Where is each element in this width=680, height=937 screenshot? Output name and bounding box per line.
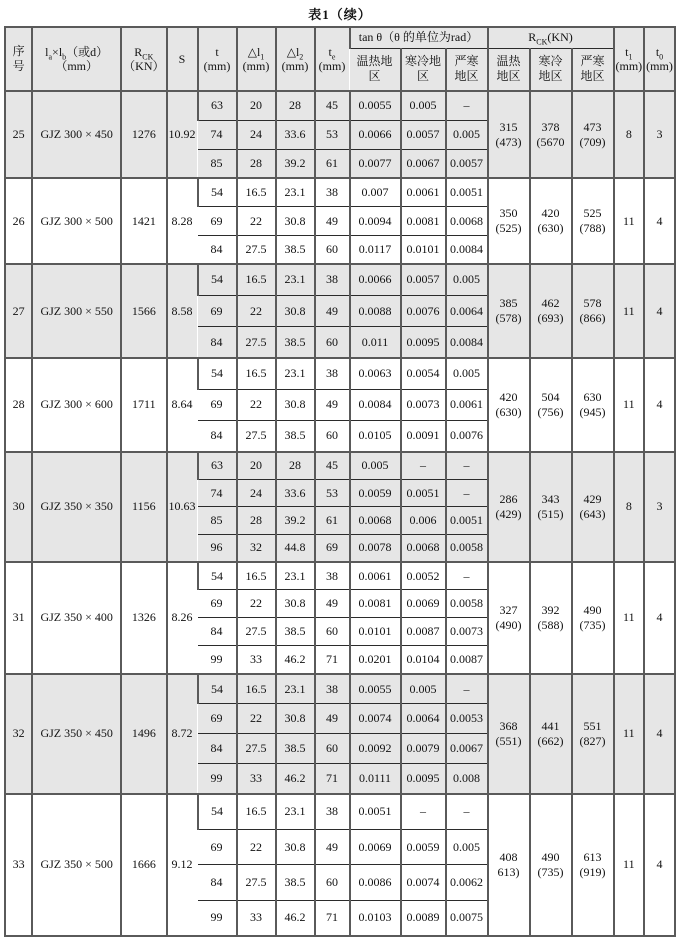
rck-region-wenre: 420 (630): [488, 358, 530, 452]
tan-wenre-value: 0.0063: [350, 358, 401, 389]
spec-name: GJZ 300 × 600: [32, 358, 121, 452]
t-value: 63: [198, 452, 237, 480]
rck-value: 1566: [121, 264, 166, 358]
rck-region-hanleng: 462 (693): [530, 264, 572, 358]
t-value: 99: [198, 646, 237, 674]
tan-yanhan-value: 0.0064: [446, 295, 488, 326]
te-value: 53: [315, 479, 350, 507]
delta-l2-value: 28: [276, 452, 315, 480]
delta-l1-value: 28: [237, 149, 276, 178]
delta-l1-value: 22: [237, 295, 276, 326]
rck-region-wenre: 350 (525): [488, 178, 530, 264]
delta-l2-value: 33.6: [276, 120, 315, 149]
tan-hanleng-value: 0.0054: [401, 358, 446, 389]
delta-l2-value: 44.8: [276, 534, 315, 562]
tan-wenre-value: 0.0201: [350, 646, 401, 674]
rck-region-wenre: 315 (473): [488, 91, 530, 178]
delta-l2-value: 23.1: [276, 178, 315, 207]
delta-l1-value: 33: [237, 764, 276, 794]
delta-l2-value: 38.5: [276, 618, 315, 646]
t-value: 54: [198, 358, 237, 389]
tan-hanleng-value: 0.0087: [401, 618, 446, 646]
tan-yanhan-value: –: [446, 479, 488, 507]
tan-wenre-value: 0.0103: [350, 900, 401, 936]
delta-l2-value: 38.5: [276, 327, 315, 358]
delta-l1-value: 33: [237, 646, 276, 674]
tan-hanleng-value: 0.006: [401, 507, 446, 535]
header-tan-region-yanhan: 严寒地区: [446, 48, 488, 91]
spec-name: GJZ 350 × 450: [32, 674, 121, 794]
tan-yanhan-value: 0.0051: [446, 507, 488, 535]
tan-yanhan-value: 0.0068: [446, 207, 488, 236]
tan-wenre-value: 0.0074: [350, 704, 401, 734]
tan-hanleng-value: 0.005: [401, 91, 446, 120]
rck-region-yanhan: 578 (866): [572, 264, 614, 358]
s-value: 8.72: [167, 674, 198, 794]
te-value: 49: [315, 389, 350, 420]
s-value: 9.12: [167, 794, 198, 936]
te-value: 49: [315, 295, 350, 326]
rck-region-yanhan: 551 (827): [572, 674, 614, 794]
te-value: 71: [315, 900, 350, 936]
t-value: 69: [198, 829, 237, 865]
delta-l2-value: 23.1: [276, 794, 315, 830]
tan-wenre-value: 0.0066: [350, 120, 401, 149]
tan-hanleng-value: 0.0095: [401, 327, 446, 358]
t-value: 54: [198, 178, 237, 207]
tan-wenre-value: 0.0086: [350, 865, 401, 901]
tan-hanleng-value: 0.0057: [401, 120, 446, 149]
tan-hanleng-value: 0.0064: [401, 704, 446, 734]
header-rck-region-wenre: 温热地区: [488, 48, 530, 91]
delta-l1-value: 20: [237, 91, 276, 120]
delta-l1-value: 16.5: [237, 358, 276, 389]
tan-yanhan-value: 0.0076: [446, 421, 488, 452]
s-value: 10.92: [167, 91, 198, 178]
header-rck-region-hanleng: 寒冷地区: [530, 48, 572, 91]
delta-l1-value: 27.5: [237, 235, 276, 264]
tan-wenre-value: 0.0111: [350, 764, 401, 794]
t-value: 84: [198, 235, 237, 264]
delta-l2-value: 38.5: [276, 734, 315, 764]
tan-hanleng-value: 0.0081: [401, 207, 446, 236]
tan-yanhan-value: 0.005: [446, 120, 488, 149]
header-spec: $l_a\times l_b$（或d） （mm）: [32, 27, 121, 91]
tan-yanhan-value: 0.0062: [446, 865, 488, 901]
tan-yanhan-value: –: [446, 562, 488, 590]
delta-l2-value: 28: [276, 91, 315, 120]
t0-value: 4: [644, 794, 675, 936]
t-value: 99: [198, 900, 237, 936]
tan-wenre-value: 0.0094: [350, 207, 401, 236]
t-value: 69: [198, 207, 237, 236]
t-value: 63: [198, 91, 237, 120]
te-value: 49: [315, 207, 350, 236]
s-value: 8.28: [167, 178, 198, 264]
t-value: 69: [198, 389, 237, 420]
row-number: 32: [5, 674, 32, 794]
rck-region-hanleng: 504 (756): [530, 358, 572, 452]
tan-yanhan-value: 0.0061: [446, 389, 488, 420]
tan-wenre-value: 0.0068: [350, 507, 401, 535]
tan-yanhan-value: 0.005: [446, 358, 488, 389]
rck-value: 1276: [121, 91, 166, 178]
header-t1: $t_1$ (mm): [614, 27, 645, 91]
rck-value: 1326: [121, 562, 166, 674]
tan-hanleng-value: 0.0073: [401, 389, 446, 420]
delta-l1-value: 27.5: [237, 865, 276, 901]
tan-hanleng-value: 0.0061: [401, 178, 446, 207]
delta-l1-value: 16.5: [237, 562, 276, 590]
rck-region-wenre: 327 (490): [488, 562, 530, 674]
t-value: 54: [198, 674, 237, 704]
te-value: 38: [315, 794, 350, 830]
t0-value: 3: [644, 91, 675, 178]
delta-l1-value: 16.5: [237, 178, 276, 207]
delta-l2-value: 30.8: [276, 295, 315, 326]
delta-l1-value: 16.5: [237, 674, 276, 704]
tan-yanhan-value: 0.0053: [446, 704, 488, 734]
te-value: 53: [315, 120, 350, 149]
delta-l2-value: 30.8: [276, 829, 315, 865]
tan-yanhan-value: 0.0073: [446, 618, 488, 646]
delta-l1-value: 22: [237, 829, 276, 865]
t1-value: 11: [614, 358, 645, 452]
tan-hanleng-value: 0.0104: [401, 646, 446, 674]
tan-wenre-value: 0.0105: [350, 421, 401, 452]
delta-l2-value: 38.5: [276, 421, 315, 452]
t-value: 84: [198, 421, 237, 452]
header-tan-theta-span: tan θ（θ 的单位为rad）: [350, 27, 488, 48]
header-tan-region-wenre: 温热地区: [350, 48, 401, 91]
delta-l2-value: 38.5: [276, 235, 315, 264]
t1-value: 11: [614, 794, 645, 936]
t1-value: 8: [614, 91, 645, 178]
tan-wenre-value: 0.0061: [350, 562, 401, 590]
t0-value: 3: [644, 452, 675, 562]
te-value: 38: [315, 674, 350, 704]
delta-l1-value: 16.5: [237, 264, 276, 295]
delta-l2-value: 30.8: [276, 207, 315, 236]
header-tan-region-hanleng: 寒冷地区: [401, 48, 446, 91]
te-value: 60: [315, 327, 350, 358]
delta-l1-value: 28: [237, 507, 276, 535]
delta-l1-value: 33: [237, 900, 276, 936]
tan-yanhan-value: –: [446, 674, 488, 704]
delta-l1-value: 22: [237, 704, 276, 734]
delta-l2-value: 46.2: [276, 646, 315, 674]
te-value: 61: [315, 149, 350, 178]
t-value: 85: [198, 507, 237, 535]
tan-yanhan-value: 0.008: [446, 764, 488, 794]
rck-region-yanhan: 525 (788): [572, 178, 614, 264]
t-value: 54: [198, 264, 237, 295]
tan-yanhan-value: 0.0051: [446, 178, 488, 207]
delta-l1-value: 27.5: [237, 421, 276, 452]
row-number: 30: [5, 452, 32, 562]
t0-value: 4: [644, 264, 675, 358]
rck-value: 1421: [121, 178, 166, 264]
delta-l2-value: 33.6: [276, 479, 315, 507]
delta-l1-value: 27.5: [237, 618, 276, 646]
tan-yanhan-value: 0.0058: [446, 590, 488, 618]
delta-l1-value: 24: [237, 120, 276, 149]
delta-l2-value: 30.8: [276, 590, 315, 618]
tan-yanhan-value: 0.0075: [446, 900, 488, 936]
t0-value: 4: [644, 178, 675, 264]
t-value: 54: [198, 562, 237, 590]
spec-name: GJZ 350 × 500: [32, 794, 121, 936]
spec-name: GJZ 300 × 500: [32, 178, 121, 264]
t-value: 84: [198, 865, 237, 901]
tan-hanleng-value: 0.0057: [401, 264, 446, 295]
t-value: 96: [198, 534, 237, 562]
t-value: 85: [198, 149, 237, 178]
rck-region-hanleng: 378 (5670: [530, 91, 572, 178]
tan-wenre-value: 0.0055: [350, 674, 401, 704]
tan-wenre-value: 0.0051: [350, 794, 401, 830]
row-number: 31: [5, 562, 32, 674]
rck-value: 1156: [121, 452, 166, 562]
tan-yanhan-value: 0.0084: [446, 327, 488, 358]
header-rck-region-yanhan: 严寒地区: [572, 48, 614, 91]
tan-yanhan-value: –: [446, 452, 488, 480]
delta-l1-value: 16.5: [237, 794, 276, 830]
tan-hanleng-value: –: [401, 794, 446, 830]
te-value: 49: [315, 829, 350, 865]
rck-value: 1496: [121, 674, 166, 794]
t1-value: 11: [614, 562, 645, 674]
delta-l1-value: 24: [237, 479, 276, 507]
t0-value: 4: [644, 358, 675, 452]
te-value: 69: [315, 534, 350, 562]
s-value: 10.63: [167, 452, 198, 562]
te-value: 49: [315, 590, 350, 618]
tan-wenre-value: 0.0069: [350, 829, 401, 865]
delta-l2-value: 30.8: [276, 704, 315, 734]
tan-hanleng-value: 0.0052: [401, 562, 446, 590]
delta-l1-value: 22: [237, 389, 276, 420]
t1-value: 11: [614, 178, 645, 264]
delta-l2-value: 46.2: [276, 764, 315, 794]
spec-name: GJZ 350 × 400: [32, 562, 121, 674]
spec-table: [4, 26, 676, 937]
tan-hanleng-value: 0.0069: [401, 590, 446, 618]
delta-l2-value: 23.1: [276, 358, 315, 389]
rck-region-wenre: 408 613): [488, 794, 530, 936]
t1-value: 11: [614, 674, 645, 794]
rck-region-hanleng: 490 (735): [530, 794, 572, 936]
t1-value: 8: [614, 452, 645, 562]
tan-wenre-value: 0.0055: [350, 91, 401, 120]
row-number: 26: [5, 178, 32, 264]
header-t0: $t_0$ (mm): [644, 27, 675, 91]
rck-region-hanleng: 392 (588): [530, 562, 572, 674]
te-value: 45: [315, 452, 350, 480]
te-value: 38: [315, 358, 350, 389]
t-value: 74: [198, 120, 237, 149]
te-value: 45: [315, 91, 350, 120]
rck-region-hanleng: 441 (662): [530, 674, 572, 794]
tan-hanleng-value: 0.0095: [401, 764, 446, 794]
header-t: t (mm): [198, 27, 237, 91]
delta-l1-value: 27.5: [237, 327, 276, 358]
header-rck: $R_{CK}$ （KN）: [121, 27, 166, 91]
rck-region-wenre: 368 (551): [488, 674, 530, 794]
tan-yanhan-value: 0.0084: [446, 235, 488, 264]
te-value: 49: [315, 704, 350, 734]
te-value: 38: [315, 562, 350, 590]
tan-wenre-value: 0.011: [350, 327, 401, 358]
delta-l1-value: 32: [237, 534, 276, 562]
rck-region-yanhan: 613 (919): [572, 794, 614, 936]
rck-region-wenre: 385 (578): [488, 264, 530, 358]
delta-l2-value: 30.8: [276, 389, 315, 420]
tan-yanhan-value: 0.005: [446, 264, 488, 295]
tan-hanleng-value: –: [401, 452, 446, 480]
t1-value: 11: [614, 264, 645, 358]
tan-hanleng-value: 0.0079: [401, 734, 446, 764]
tan-wenre-value: 0.0081: [350, 590, 401, 618]
spec-name: GJZ 300 × 550: [32, 264, 121, 358]
tan-wenre-value: 0.0078: [350, 534, 401, 562]
tan-yanhan-value: 0.0058: [446, 534, 488, 562]
rck-region-hanleng: 343 (515): [530, 452, 572, 562]
t0-value: 4: [644, 674, 675, 794]
tan-hanleng-value: 0.0059: [401, 829, 446, 865]
delta-l2-value: 39.2: [276, 149, 315, 178]
te-value: 60: [315, 421, 350, 452]
rck-region-yanhan: 429 (643): [572, 452, 614, 562]
rck-value: 1666: [121, 794, 166, 936]
t-value: 54: [198, 794, 237, 830]
tan-yanhan-value: 0.0087: [446, 646, 488, 674]
t-value: 69: [198, 704, 237, 734]
te-value: 38: [315, 264, 350, 295]
te-value: 38: [315, 178, 350, 207]
spec-name: GJZ 350 × 350: [32, 452, 121, 562]
tan-wenre-value: 0.005: [350, 452, 401, 480]
te-value: 60: [315, 618, 350, 646]
table-header: [5, 27, 675, 91]
delta-l1-value: 27.5: [237, 734, 276, 764]
tan-hanleng-value: 0.0074: [401, 865, 446, 901]
tan-wenre-value: 0.0066: [350, 264, 401, 295]
te-value: 71: [315, 764, 350, 794]
row-number: 27: [5, 264, 32, 358]
te-value: 71: [315, 646, 350, 674]
t0-value: 4: [644, 562, 675, 674]
te-value: 60: [315, 235, 350, 264]
tan-hanleng-value: 0.0101: [401, 235, 446, 264]
t-value: 69: [198, 295, 237, 326]
rck-value: 1711: [121, 358, 166, 452]
te-value: 61: [315, 507, 350, 535]
t-value: 69: [198, 590, 237, 618]
tan-wenre-value: 0.0117: [350, 235, 401, 264]
tan-wenre-value: 0.0092: [350, 734, 401, 764]
header-delta-l1: $\triangle l_1$ (mm): [237, 27, 276, 91]
row-number: 33: [5, 794, 32, 936]
header-s: S: [167, 27, 198, 91]
t-value: 84: [198, 734, 237, 764]
tan-hanleng-value: 0.0068: [401, 534, 446, 562]
tan-hanleng-value: 0.005: [401, 674, 446, 704]
t-value: 99: [198, 764, 237, 794]
tan-hanleng-value: 0.0067: [401, 149, 446, 178]
t-value: 84: [198, 327, 237, 358]
tan-yanhan-value: 0.0057: [446, 149, 488, 178]
header-te: $t_e$ (mm): [315, 27, 350, 91]
s-value: 8.26: [167, 562, 198, 674]
delta-l2-value: 38.5: [276, 865, 315, 901]
tan-yanhan-value: 0.005: [446, 829, 488, 865]
delta-l2-value: 23.1: [276, 674, 315, 704]
delta-l2-value: 46.2: [276, 900, 315, 936]
tan-wenre-value: 0.0084: [350, 389, 401, 420]
delta-l1-value: 22: [237, 590, 276, 618]
tan-wenre-value: 0.0059: [350, 479, 401, 507]
tan-hanleng-value: 0.0076: [401, 295, 446, 326]
tan-wenre-value: 0.0077: [350, 149, 401, 178]
delta-l2-value: 23.1: [276, 264, 315, 295]
tan-wenre-value: 0.0088: [350, 295, 401, 326]
table-body: [5, 91, 675, 936]
spec-name: GJZ 300 × 450: [32, 91, 121, 178]
te-value: 60: [315, 734, 350, 764]
tan-yanhan-value: –: [446, 794, 488, 830]
rck-region-hanleng: 420 (630): [530, 178, 572, 264]
s-value: 8.64: [167, 358, 198, 452]
delta-l2-value: 39.2: [276, 507, 315, 535]
te-value: 60: [315, 865, 350, 901]
tan-yanhan-value: 0.0067: [446, 734, 488, 764]
header-rck-kn-span: $R_{CK}(KN)$: [488, 27, 614, 48]
rck-region-yanhan: 473 (709): [572, 91, 614, 178]
delta-l1-value: 22: [237, 207, 276, 236]
t-value: 74: [198, 479, 237, 507]
tan-hanleng-value: 0.0051: [401, 479, 446, 507]
tan-hanleng-value: 0.0089: [401, 900, 446, 936]
rck-region-wenre: 286 (429): [488, 452, 530, 562]
row-number: 25: [5, 91, 32, 178]
row-number: 28: [5, 358, 32, 452]
header-xuhao: 序号: [5, 27, 32, 91]
tan-yanhan-value: –: [446, 91, 488, 120]
header-delta-l2: $\triangle l_2$ (mm): [276, 27, 315, 91]
tan-wenre-value: 0.0101: [350, 618, 401, 646]
s-value: 8.58: [167, 264, 198, 358]
table-title: 表1（续）: [308, 7, 372, 22]
delta-l1-value: 20: [237, 452, 276, 480]
rck-region-yanhan: 490 (735): [572, 562, 614, 674]
t-value: 84: [198, 618, 237, 646]
rck-region-yanhan: 630 (945): [572, 358, 614, 452]
tan-hanleng-value: 0.0091: [401, 421, 446, 452]
tan-wenre-value: 0.007: [350, 178, 401, 207]
delta-l2-value: 23.1: [276, 562, 315, 590]
